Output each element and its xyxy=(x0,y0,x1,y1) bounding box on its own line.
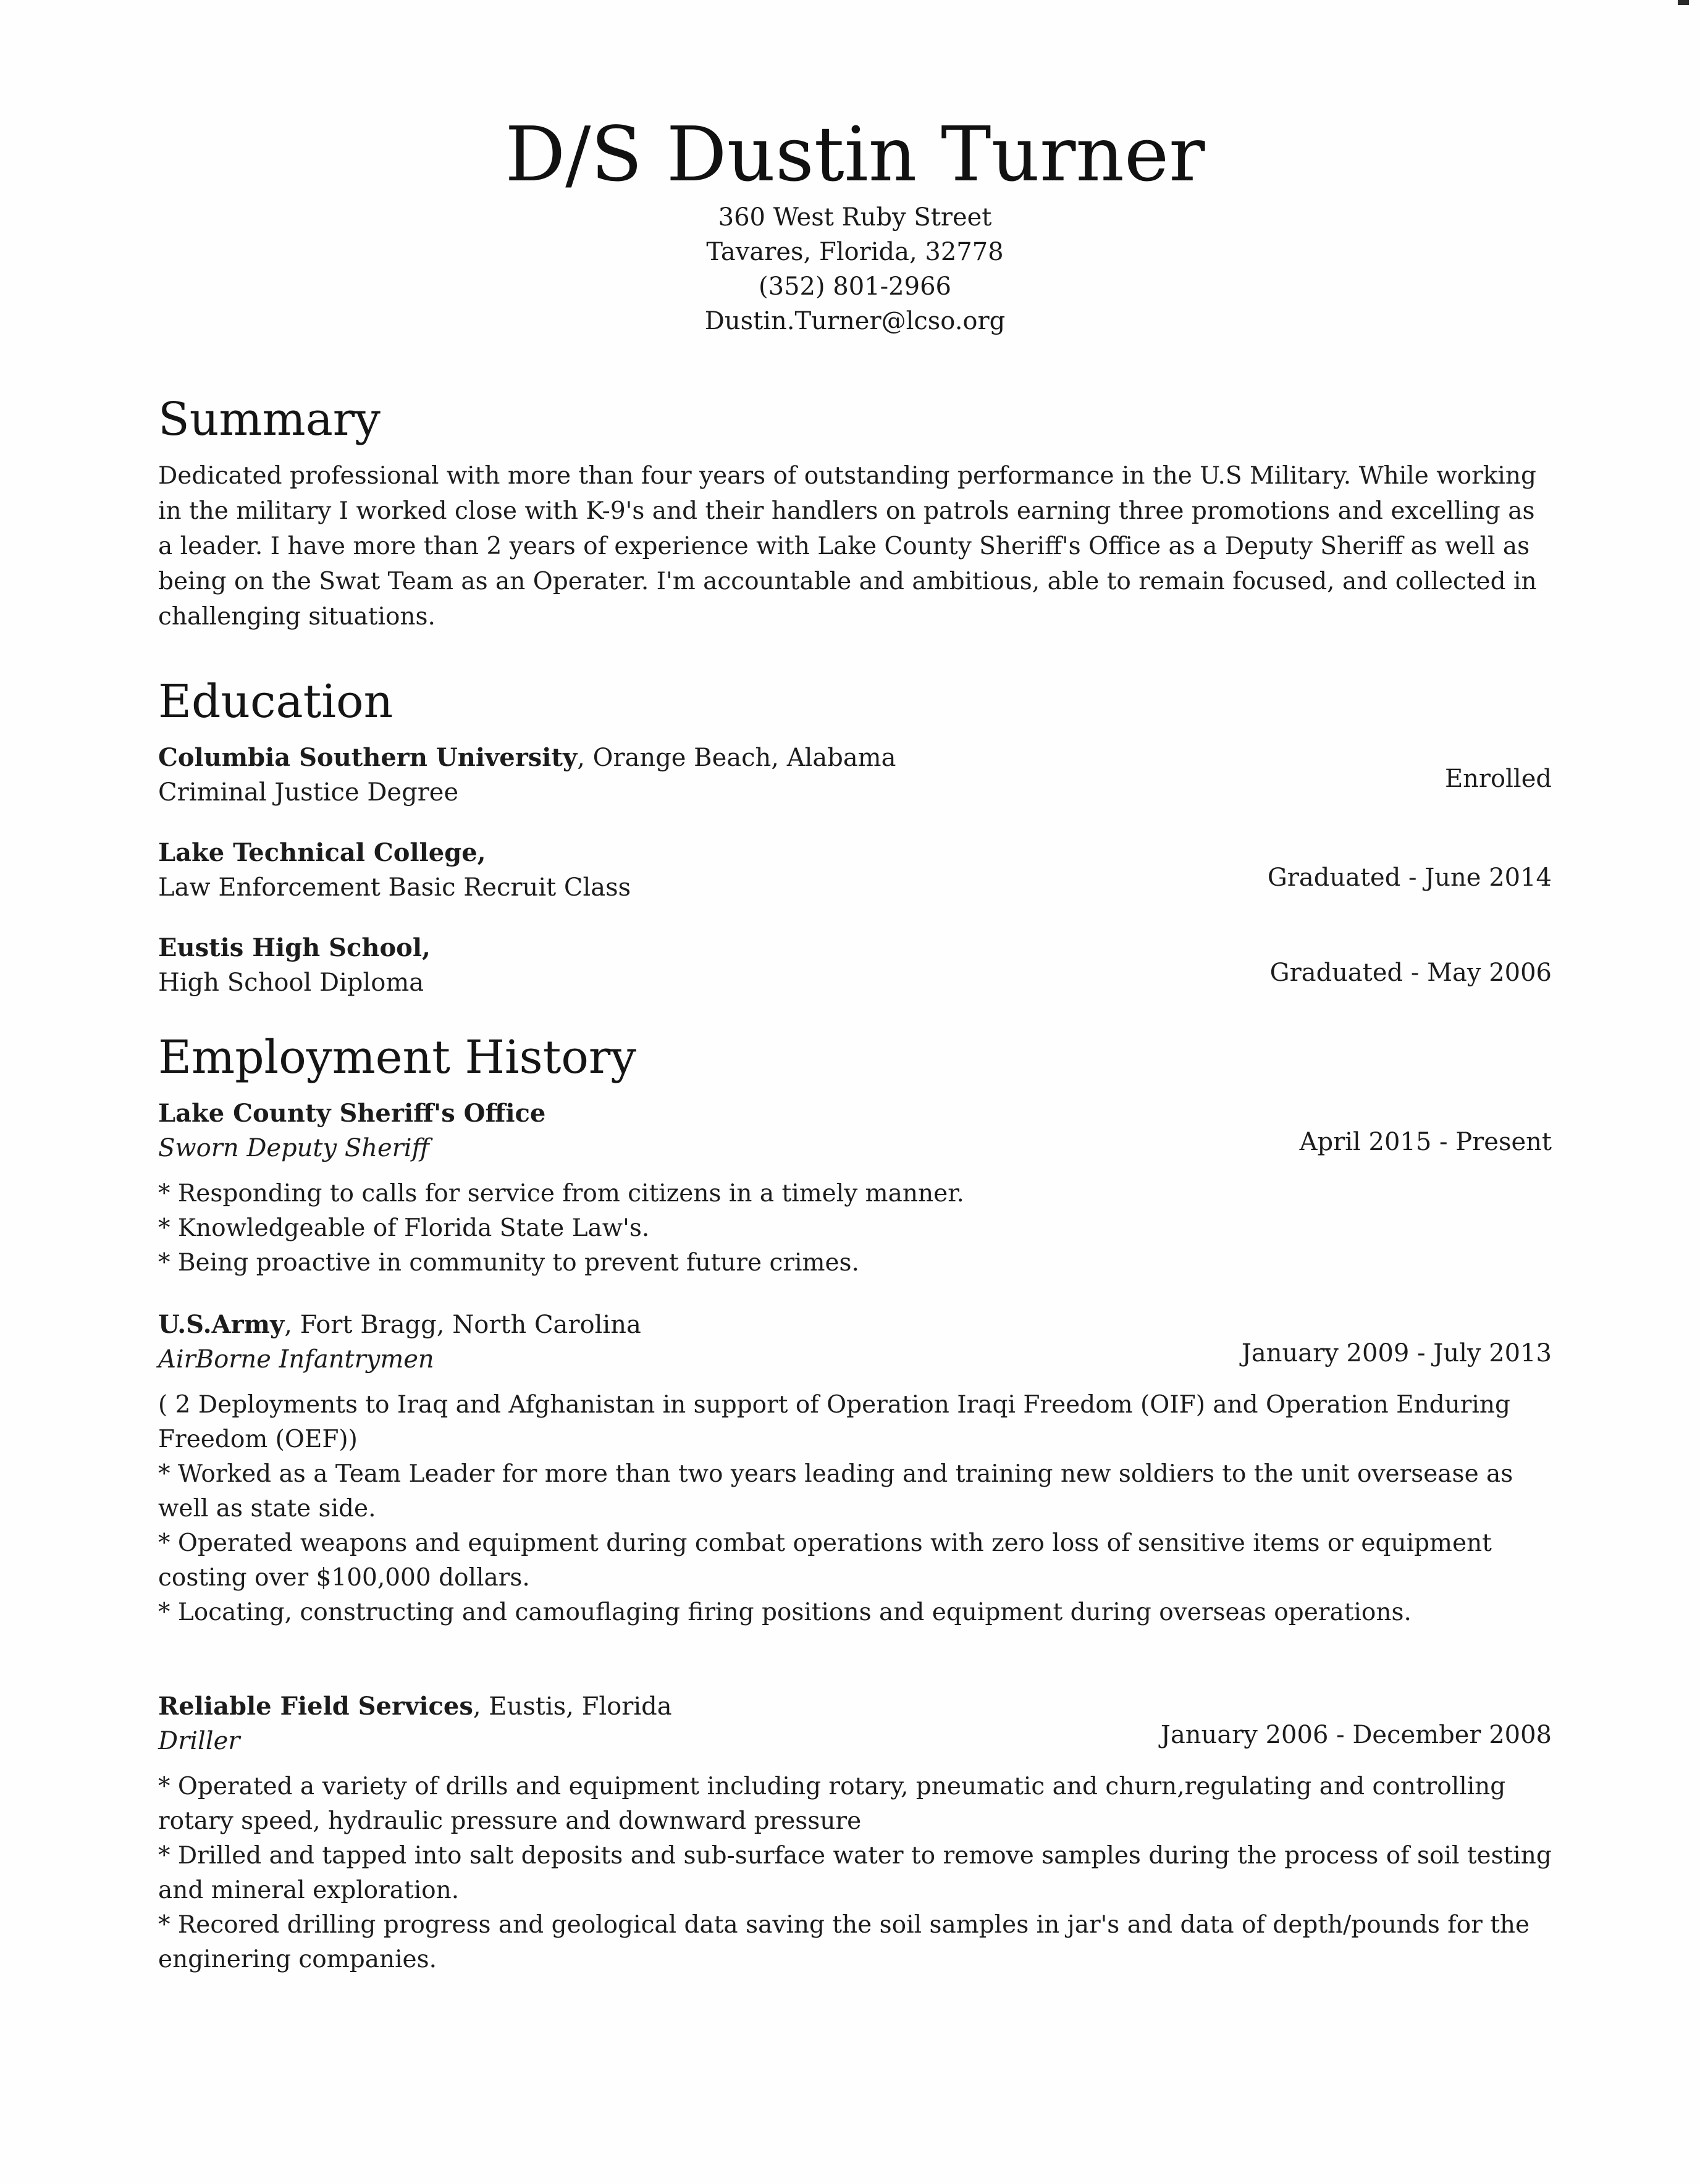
job-dates: January 2009 - July 2013 xyxy=(1241,1339,1552,1367)
summary-text: Dedicated professional with more than four years of outstanding performance in the U.S Military. While working in the military I worked close with K-9's and their handlers on patrols earning three promotions and excelling as a leader. I have more than 2 years of experience with Lake County Sheriff's Office as a Deputy Sheriff as well as being on the Swat Team as an Operater. I'm accountable and ambitious, able to remain focused, and collected in challenging situations. xyxy=(158,462,1537,631)
employer-name: Reliable Field Services xyxy=(158,1692,473,1721)
job-role: Sworn Deputy Sheriff xyxy=(158,1134,429,1162)
job-bullets xyxy=(158,1770,1552,1977)
summary-heading: Summary xyxy=(158,393,381,446)
education-entry xyxy=(158,741,1552,810)
resume-content xyxy=(158,111,1552,2004)
employment-heading: Employment History xyxy=(158,1031,637,1084)
resume-header xyxy=(158,111,1552,338)
scan-corner-mark xyxy=(1678,0,1689,5)
employer-name: Lake County Sheriff's Office xyxy=(158,1099,546,1128)
job-entry xyxy=(158,1308,1552,1630)
job-bullets xyxy=(158,1177,1552,1280)
employment-section xyxy=(158,1030,1552,1977)
job-bullet: * Recored drilling progress and geological data saving the soil samples in jar's and data of depth/pounds for the enginering companies. xyxy=(158,1911,1530,1973)
education-section xyxy=(158,674,1552,1000)
email-address: Dustin.Turner@lcso.org xyxy=(704,307,1006,335)
job-bullet: * Operated weapons and equipment during combat operations with zero loss of sensitive items or equipment costing over $100,000 dollars. xyxy=(158,1529,1492,1592)
education-entry xyxy=(158,836,1552,905)
job-dates: April 2015 - Present xyxy=(1299,1128,1552,1156)
candidate-name: D/S Dustin Turner xyxy=(505,111,1205,198)
phone-number: (352) 801-2966 xyxy=(759,272,951,301)
school-name: Columbia Southern University xyxy=(158,743,578,772)
job-bullet: * Responding to calls for service from citizens in a timely manner. xyxy=(158,1180,964,1208)
job-bullet: * Locating, constructing and camouflaging firing positions and equipment during overseas operations. xyxy=(158,1598,1412,1626)
school-location: , Orange Beach, Alabama xyxy=(577,744,896,772)
street-address: 360 West Ruby Street xyxy=(718,203,992,232)
job-bullet: * Operated a variety of drills and equipment including rotary, pneumatic and churn,regulating and controlling rotary speed, hydraulic pressure and downward pressure xyxy=(158,1773,1506,1835)
job-bullets xyxy=(158,1388,1552,1630)
job-bullet: * Knowledgeable of Florida State Law's. xyxy=(158,1214,650,1242)
job-bullet: ( 2 Deployments to Iraq and Afghanistan in support of Operation Iraqi Freedom (OIF) and Operation Enduring Freedom (OEF)) xyxy=(158,1391,1510,1453)
job-bullet: * Worked as a Team Leader for more than two years leading and training new soldiers to the unit oversease as well as state side. xyxy=(158,1460,1513,1522)
job-dates: January 2006 - December 2008 xyxy=(1160,1721,1552,1749)
job-bullet: * Being proactive in community to prevent future crimes. xyxy=(158,1249,859,1277)
education-program: Criminal Justice Degree xyxy=(158,778,459,807)
education-program: Law Enforcement Basic Recruit Class xyxy=(158,873,631,902)
job-role: Driller xyxy=(158,1727,240,1755)
employer-location: , Fort Bragg, North Carolina xyxy=(284,1311,641,1339)
job-role: AirBorne Infantrymen xyxy=(158,1345,434,1374)
education-status: Graduated - June 2014 xyxy=(1267,863,1552,892)
school-name: Eustis High School, xyxy=(158,933,431,962)
education-entry xyxy=(158,931,1552,1000)
school-name: Lake Technical College, xyxy=(158,838,486,867)
city-state-zip: Tavares, Florida, 32778 xyxy=(706,238,1004,266)
education-heading: Education xyxy=(158,675,393,728)
employer-name: U.S.Army xyxy=(158,1310,285,1339)
education-status: Graduated - May 2006 xyxy=(1269,959,1552,987)
job-bullet: * Drilled and tapped into salt deposits and sub-surface water to remove samples during the process of soil testing and mineral exploration. xyxy=(158,1842,1552,1904)
education-program: High School Diploma xyxy=(158,968,424,997)
summary-section xyxy=(158,392,1552,634)
job-entry xyxy=(158,1096,1552,1280)
employer-location: , Eustis, Florida xyxy=(473,1692,672,1721)
education-status: Enrolled xyxy=(1444,765,1552,793)
job-entry xyxy=(158,1689,1552,1977)
education-school-line xyxy=(158,741,1552,775)
